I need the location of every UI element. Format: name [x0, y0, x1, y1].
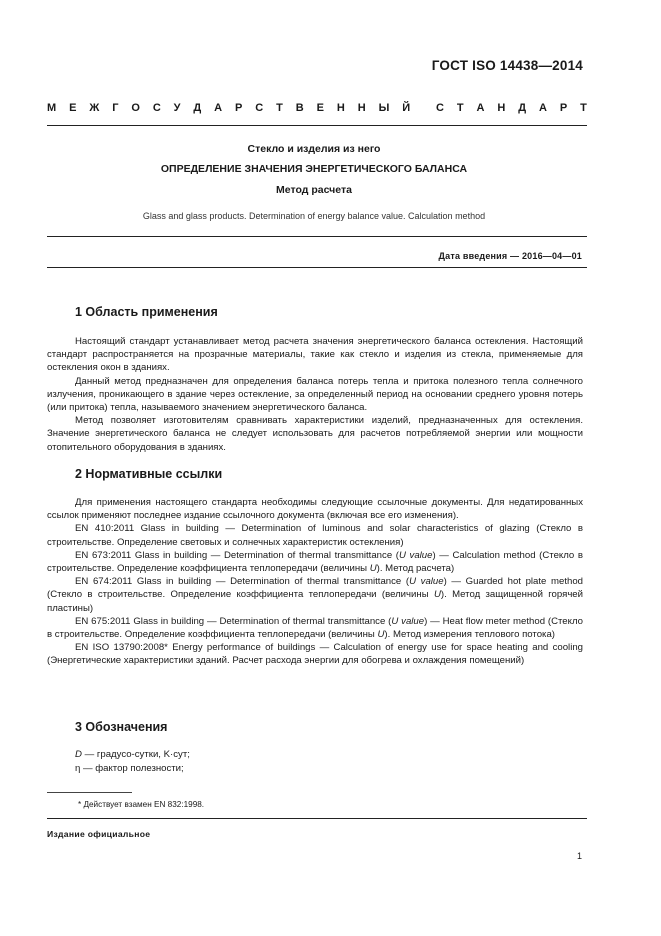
- banner-letter: С: [255, 102, 264, 114]
- title-line-2: ОПРЕДЕЛЕНИЕ ЗНАЧЕНИЯ ЭНЕРГЕТИЧЕСКОГО БАЛАНСА: [160, 163, 468, 175]
- official-edition-label: Издание официальное: [47, 829, 151, 839]
- banner-letter: Ж: [89, 102, 100, 114]
- banner-letter: Р: [235, 102, 243, 114]
- banner-letter: Н: [357, 102, 366, 114]
- banner-letter: Й: [402, 102, 411, 114]
- title-rule: [47, 236, 587, 237]
- banner-letter: Е: [316, 102, 324, 114]
- footnote-rule: [47, 792, 132, 793]
- title-line-3: Метод расчета: [276, 184, 352, 196]
- page-number: 1: [576, 851, 582, 861]
- title-english: Glass and glass products. Determination of energy balance value. Calculation method: [142, 211, 486, 221]
- banner-letter: Н: [497, 102, 506, 114]
- date-rule: [47, 267, 587, 268]
- banner-letter: Т: [456, 102, 464, 114]
- banner-letter: Н: [336, 102, 345, 114]
- symbol-d: D — градусо-сутки, K·сут;: [75, 749, 190, 760]
- section-1-body: [47, 335, 583, 454]
- section-1-heading: 1 Область применения: [75, 305, 218, 319]
- header-rule: [47, 125, 587, 126]
- banner-letter: Т: [580, 102, 587, 114]
- interstate-standard-banner: [47, 102, 587, 114]
- section-2-body: [47, 496, 583, 668]
- section-3-heading: 3 Обозначения: [75, 720, 168, 734]
- banner-letter: Д: [193, 102, 202, 114]
- banner-letter: Д: [518, 102, 527, 114]
- symbol-eta: η — фактор полезности;: [75, 763, 184, 774]
- section-1-paragraph-1: Настоящий стандарт устанавливает метод расчета значения энергетического баланса остекления. Настоящий стандарт распространяется на прозрачные материалы, такие как стекло и изделия из стекла, применяемые для остекления окон в зданиях.: [47, 336, 583, 374]
- references-intro: Для применения настоящего стандарта необходимы следующие ссылочные документы. Для недатированных ссылок применяют последнее издание ссылочного документа (включая все его изменения).: [47, 497, 583, 522]
- reference-en-673: EN 673:2011 Glass in building — Determination of thermal transmittance (U value) — Calculation method (Стекло в строительстве. Определение коэффициента теплопередачи (величины U). Метод расчета): [47, 549, 583, 575]
- banner-letter: А: [476, 102, 485, 114]
- banner-letter: С: [152, 102, 161, 114]
- title-line-1: Стекло и изделия из него: [247, 143, 381, 155]
- section-1-paragraph-2: Данный метод предназначен для определения баланса потерь тепла и притока полезного тепла солнечного излучения, проникающего в здание через остекление, за определенный период на основании среднего уровня потерь (или притока) тепла, называемого значением энергетического баланса.: [47, 375, 583, 414]
- section-2-heading: 2 Нормативные ссылки: [75, 467, 223, 481]
- banner-letter: Р: [559, 102, 568, 114]
- banner-letter: А: [538, 102, 547, 114]
- footer-rule: [47, 818, 587, 819]
- standard-code: ГОСТ ISO 14438—2014: [431, 58, 583, 73]
- banner-letter: Т: [276, 102, 283, 114]
- banner-letter: Г: [112, 102, 119, 114]
- banner-letter: М: [47, 102, 57, 114]
- reference-en-674: EN 674:2011 Glass in building — Determination of thermal transmittance (U value) — Guarded hot plate method (Стекло в строительстве. Определение коэффициента теплопередачи (величины U). Метод защищенной горячей пластины): [47, 576, 584, 614]
- banner-letter: А: [214, 102, 223, 114]
- footnote: * Действует взамен EN 832:1998.: [78, 800, 205, 809]
- reference-en-675: EN 675:2011 Glass in building — Determination of thermal transmittance (U value) — Heat flow meter method (Стекло в строительстве. Определение коэффициента теплопередачи (величины U). Метод измерения теплового потока): [47, 615, 583, 641]
- banner-letter: С: [436, 102, 444, 114]
- introduction-date: Дата введения — 2016—04—01: [438, 251, 582, 261]
- banner-letter: В: [295, 102, 304, 114]
- reference-en-410: EN 410:2011 Glass in building — Determination of luminous and solar characteristics of glazing (Стекло в строительстве. Определение световых и солнечных характеристик остекления): [47, 523, 583, 548]
- banner-letter: О: [131, 102, 140, 114]
- banner-letter: У: [173, 102, 181, 114]
- section-1-paragraph-3: Метод позволяет изготовителям сравнивать характеристики изделий, предназначенных для остекления. Значение энергетического баланса не следует использовать для расчетов потребляемой энергии или мощности отопительного оборудования в зданиях.: [47, 415, 583, 453]
- banner-letter: Ы: [378, 102, 390, 114]
- banner-letter: Е: [69, 102, 77, 114]
- reference-en-iso-13790: EN ISO 13790:2008* Energy performance of buildings — Calculation of energy use for space heating and cooling (Энергетические характеристики зданий. Расчет расхода энергии для обогрева и охлаждения помещений): [47, 642, 583, 667]
